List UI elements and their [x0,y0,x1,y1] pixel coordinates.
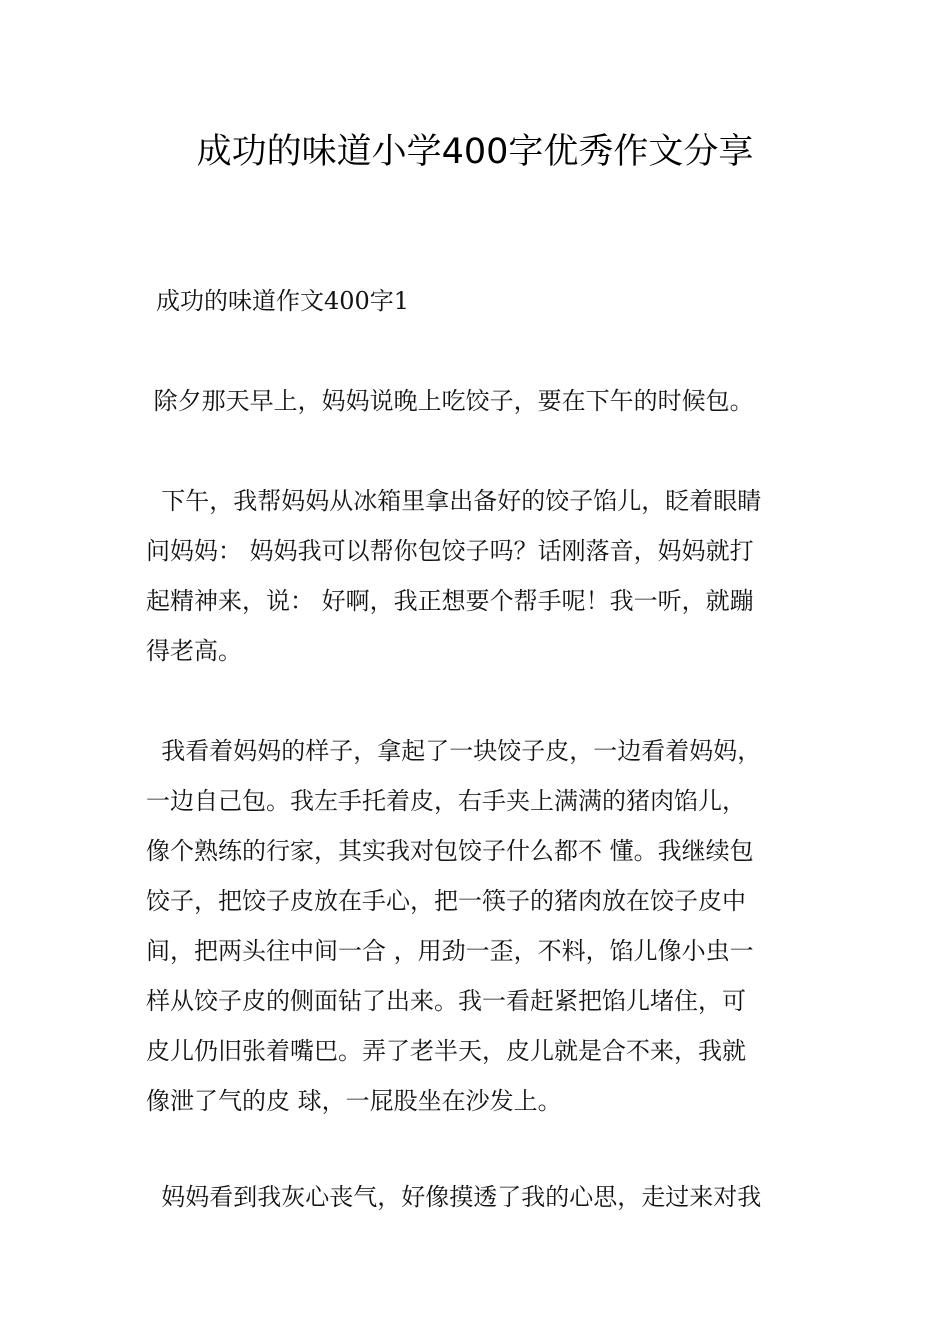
paragraph-line: 像个熟练的行家，其实我对包饺子什么都不 懂。我继续包 [146,837,754,865]
paragraph-3 [146,726,810,1126]
paragraph-1 [146,376,810,426]
paragraph-line: 除夕那天早上，妈妈说晚上吃饺子，要在下午的时候包。 [146,387,754,415]
paragraph-line: 妈妈看到我灰心丧气，好像摸透了我的心思，走过来对我 [146,1183,762,1211]
paragraph-line: 间，把两头往中间一合 ，用劲一歪，不料，馅儿像小虫一 [146,937,754,965]
paragraph-line: 饺子，把饺子皮放在手心，把一筷子的猪肉放在饺子皮中 [146,887,746,915]
paragraph-line: 下午，我帮妈妈从冰箱里拿出备好的饺子馅儿，眨着眼睛 [146,487,762,515]
document-title: 成功的味道小学400字优秀作文分享 [196,132,754,172]
paragraph-line: 我看着妈妈的样子，拿起了一块饺子皮，一边看着妈妈， [146,737,762,765]
paragraph-line: 一边自己包。我左手托着皮，右手夹上满满的猪肉馅儿， [146,787,746,815]
paragraph-line: 问妈妈： 妈妈我可以帮你包饺子吗？话刚落音，妈妈就打 [146,537,754,565]
paragraph-line: 得老高。 [146,637,242,665]
paragraph-4 [146,1172,810,1222]
subtitle-line: 成功的味道作文400字1 [156,287,410,315]
paragraph-line: 像泄了气的皮 球，一屁股坐在沙发上。 [146,1087,562,1115]
paragraph-line: 起精神来，说： 好啊，我正想要个帮手呢！我一听，就蹦 [146,587,754,615]
essay-subtitle [146,276,810,326]
paragraph-line: 皮儿仍旧张着嘴巴。弄了老半天，皮儿就是合不来，我就 [146,1037,746,1065]
paragraph-line: 样从饺子皮的侧面钻了出来。我一看赶紧把馅儿堵住，可 [146,987,746,1015]
paragraph-2 [146,476,810,676]
